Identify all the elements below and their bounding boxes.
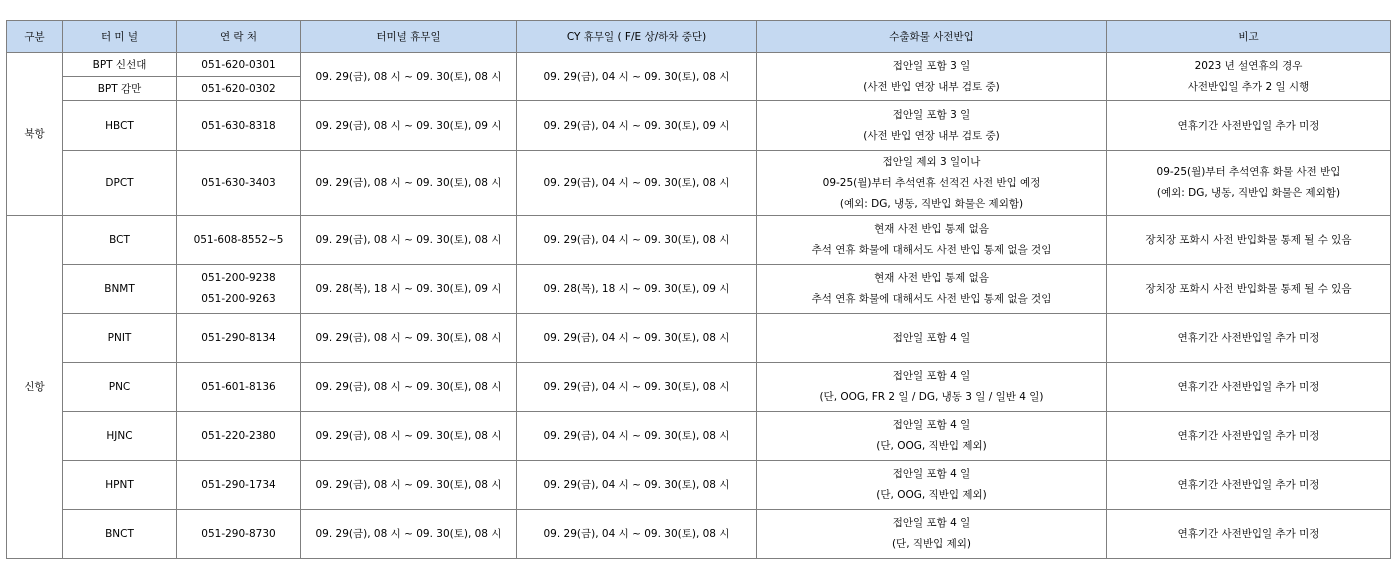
header-row: [7, 21, 1391, 53]
pre-entry-line: 현재 사전 반입 통제 없음: [874, 223, 989, 235]
terminal-name: HJNC: [63, 412, 177, 461]
header-cy-holiday: CY 휴무일 ( F/E 상/하차 중단): [517, 21, 757, 53]
pre-entry-line: (예외: DG, 냉동, 직반입 화물은 제외함): [839, 197, 1024, 210]
terminal-name: BPT 감만: [63, 77, 177, 101]
table-row: [7, 461, 1391, 510]
header-category: 구분: [7, 21, 63, 53]
table-row: [7, 412, 1391, 461]
terminal-holiday: 09. 29(금), 08 시 ~ 09. 30(토), 08 시: [301, 53, 517, 101]
contact-number: 051-290-8134: [177, 314, 301, 363]
group-north: 북항: [7, 53, 63, 216]
header-contact: 연 락 처: [177, 21, 301, 53]
header-terminal-holiday: 터미널 휴무일: [301, 21, 517, 53]
terminal-holiday-table: [6, 20, 1391, 559]
pre-entry: [757, 265, 1107, 314]
table-row: [7, 101, 1391, 151]
note: 연휴기간 사전반입일 추가 미정: [1107, 510, 1391, 559]
terminal-holiday: 09. 28(목), 18 시 ~ 09. 30(토), 09 시: [301, 265, 517, 314]
note: 연휴기간 사전반입일 추가 미정: [1107, 461, 1391, 510]
pre-entry-line: (단, 직반입 제외): [891, 538, 972, 550]
contact-number: 051-290-1734: [177, 461, 301, 510]
note: 연휴기간 사전반입일 추가 미정: [1107, 412, 1391, 461]
cy-holiday: 09. 29(금), 04 시 ~ 09. 30(토), 08 시: [517, 53, 757, 101]
pre-entry-line: 접안일 포함 3 일: [892, 108, 971, 121]
contact-number: 051-601-8136: [177, 363, 301, 412]
pre-entry: [757, 363, 1107, 412]
cy-holiday: 09. 29(금), 04 시 ~ 09. 30(토), 08 시: [517, 461, 757, 510]
table-row: [7, 314, 1391, 363]
contact-number: 051-620-0301: [177, 53, 301, 77]
terminal-name: BCT: [63, 216, 177, 265]
contact-number: 051-620-0302: [177, 77, 301, 101]
pre-entry-line: 접안일 포함 3 일: [892, 59, 971, 72]
contact-number: 051-630-3403: [177, 151, 301, 216]
terminal-holiday: 09. 29(금), 08 시 ~ 09. 30(토), 08 시: [301, 314, 517, 363]
terminal-holiday: 09. 29(금), 08 시 ~ 09. 30(토), 09 시: [301, 101, 517, 151]
pre-entry: [757, 216, 1107, 265]
cy-holiday: 09. 28(목), 18 시 ~ 09. 30(토), 09 시: [517, 265, 757, 314]
terminal-name: BNCT: [63, 510, 177, 559]
header-terminal: 터 미 널: [63, 21, 177, 53]
contact-line: 051-200-9238: [201, 272, 276, 284]
table-row: [7, 265, 1391, 314]
cy-holiday: 09. 29(금), 04 시 ~ 09. 30(토), 08 시: [517, 151, 757, 216]
group-new: 신항: [7, 216, 63, 559]
header-pre-entry: 수출화물 사전반입: [757, 21, 1107, 53]
terminal-holiday: 09. 29(금), 08 시 ~ 09. 30(토), 08 시: [301, 151, 517, 216]
pre-entry: [757, 461, 1107, 510]
cy-holiday: 09. 29(금), 04 시 ~ 09. 30(토), 09 시: [517, 101, 757, 151]
cy-holiday: 09. 29(금), 04 시 ~ 09. 30(토), 08 시: [517, 363, 757, 412]
cy-holiday: 09. 29(금), 04 시 ~ 09. 30(토), 08 시: [517, 314, 757, 363]
pre-entry-line: 09-25(월)부터 추석연휴 선적건 사전 반입 예정: [822, 176, 1041, 189]
pre-entry-line: 추석 연휴 화물에 대해서도 사전 반입 통제 없을 것임: [811, 244, 1052, 256]
table-container: [6, 20, 1390, 559]
pre-entry-line: 접안일 포함 4 일: [892, 370, 971, 382]
pre-entry-line: (단, OOG, FR 2 일 / DG, 냉동 3 일 / 일반 4 일): [819, 391, 1044, 403]
terminal-holiday: 09. 29(금), 08 시 ~ 09. 30(토), 08 시: [301, 216, 517, 265]
contact-number: 051-220-2380: [177, 412, 301, 461]
note: 연휴기간 사전반입일 추가 미정: [1107, 101, 1391, 151]
pre-entry-line: (사전 반입 연장 내부 검토 중): [863, 80, 1000, 93]
note: 장치장 포화시 사전 반입화물 통제 될 수 있음: [1107, 216, 1391, 265]
pre-entry: 접안일 포함 4 일: [757, 314, 1107, 363]
note: [1107, 53, 1391, 101]
cy-holiday: 09. 29(금), 04 시 ~ 09. 30(토), 08 시: [517, 216, 757, 265]
terminal-name: BNMT: [63, 265, 177, 314]
pre-entry: [757, 151, 1107, 216]
contact-line: 051-200-9263: [201, 293, 276, 305]
cy-holiday: 09. 29(금), 04 시 ~ 09. 30(토), 08 시: [517, 510, 757, 559]
terminal-holiday: 09. 29(금), 08 시 ~ 09. 30(토), 08 시: [301, 461, 517, 510]
note-line: 09-25(월)부터 추석연휴 화물 사전 반입: [1156, 166, 1341, 178]
terminal-name: HBCT: [63, 101, 177, 151]
pre-entry: [757, 53, 1107, 101]
pre-entry-line: (단, OOG, 직반입 제외): [876, 489, 987, 501]
table-row: [7, 363, 1391, 412]
note: 연휴기간 사전반입일 추가 미정: [1107, 314, 1391, 363]
note-line: 사전반입일 추가 2 일 시행: [1187, 80, 1310, 93]
pre-entry-line: 접안일 포함 4 일: [892, 517, 971, 529]
terminal-name: DPCT: [63, 151, 177, 216]
pre-entry-line: (사전 반입 연장 내부 검토 중): [863, 129, 1000, 142]
terminal-name: PNC: [63, 363, 177, 412]
note: [1107, 151, 1391, 216]
cy-holiday: 09. 29(금), 04 시 ~ 09. 30(토), 08 시: [517, 412, 757, 461]
table-row: [7, 510, 1391, 559]
terminal-name: PNIT: [63, 314, 177, 363]
pre-entry-line: 접안일 포함 4 일: [892, 468, 971, 480]
terminal-name: HPNT: [63, 461, 177, 510]
pre-entry-line: 접안일 포함 4 일: [892, 419, 971, 431]
contact-number: 051-608-8552~5: [177, 216, 301, 265]
terminal-holiday: 09. 29(금), 08 시 ~ 09. 30(토), 08 시: [301, 363, 517, 412]
pre-entry-line: (단, OOG, 직반입 제외): [876, 440, 987, 452]
contact-number: [177, 265, 301, 314]
table-row: [7, 53, 1391, 77]
table-row: [7, 151, 1391, 216]
contact-number: 051-290-8730: [177, 510, 301, 559]
pre-entry-line: 접안일 제외 3 일이나: [882, 155, 981, 168]
pre-entry-line: 현재 사전 반입 통제 없음: [874, 272, 989, 284]
terminal-name: BPT 신선대: [63, 53, 177, 77]
header-note: 비고: [1107, 21, 1391, 53]
note-line: (예외: DG, 냉동, 직반입 화물은 제외함): [1156, 187, 1341, 199]
pre-entry: [757, 412, 1107, 461]
note-line: 2023 년 설연휴의 경우: [1194, 59, 1303, 72]
pre-entry: [757, 101, 1107, 151]
contact-number: 051-630-8318: [177, 101, 301, 151]
note: 장치장 포화시 사전 반입화물 통제 될 수 있음: [1107, 265, 1391, 314]
terminal-holiday: 09. 29(금), 08 시 ~ 09. 30(토), 08 시: [301, 412, 517, 461]
pre-entry: [757, 510, 1107, 559]
terminal-holiday: 09. 29(금), 08 시 ~ 09. 30(토), 08 시: [301, 510, 517, 559]
table-row: [7, 216, 1391, 265]
pre-entry-line: 추석 연휴 화물에 대해서도 사전 반입 통제 없을 것임: [811, 293, 1052, 305]
note: 연휴기간 사전반입일 추가 미정: [1107, 363, 1391, 412]
